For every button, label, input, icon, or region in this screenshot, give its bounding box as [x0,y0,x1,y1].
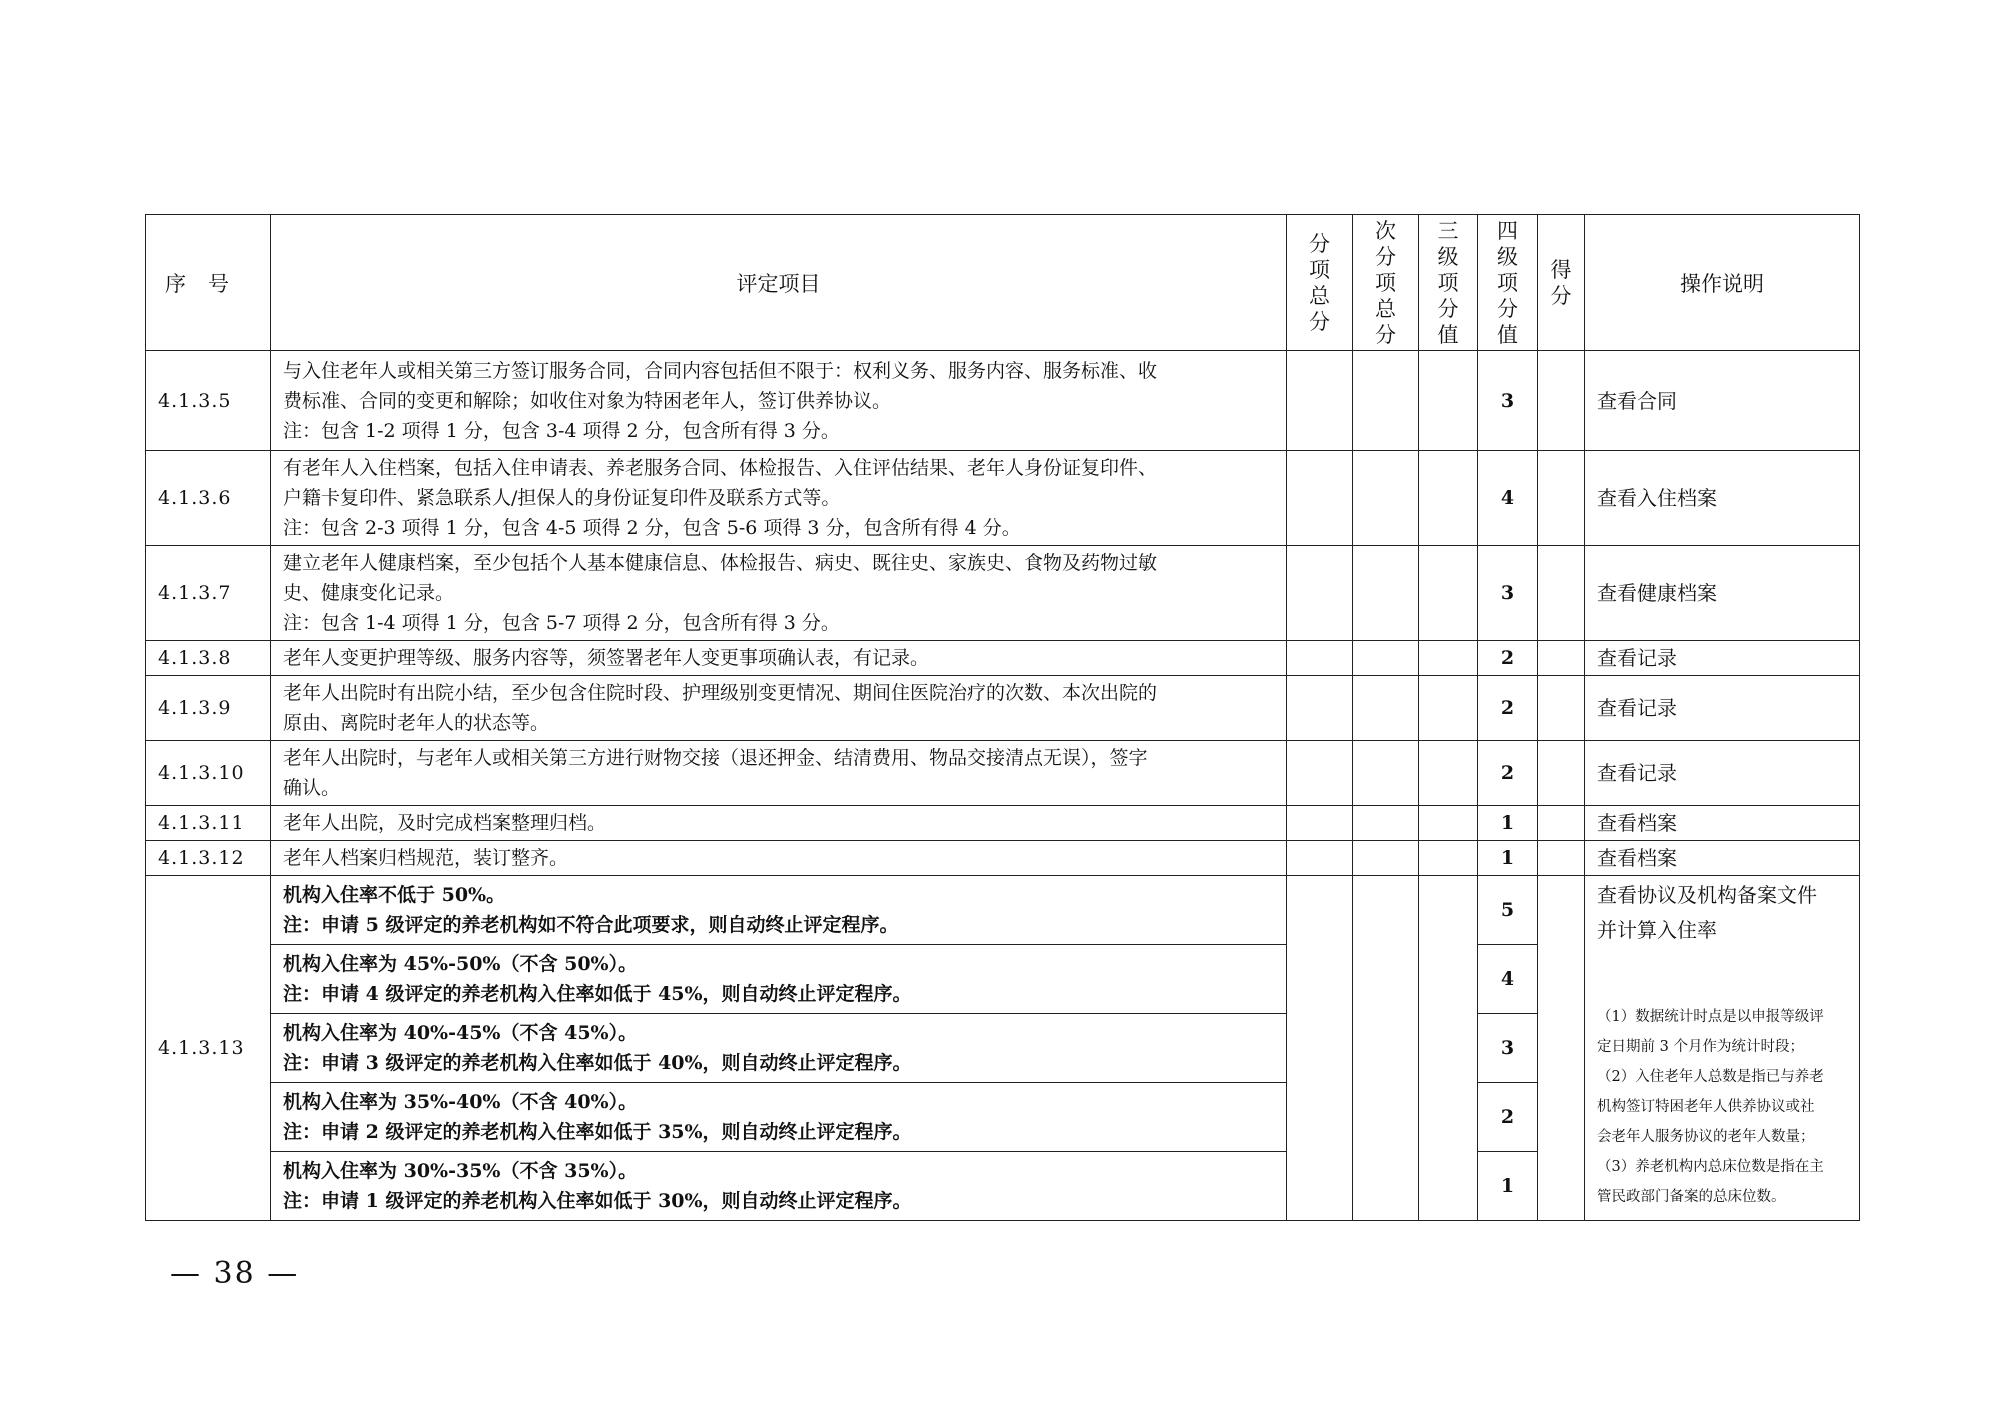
row-secondary-total [1353,351,1419,451]
header-secondary-total: 次分项总分 [1353,215,1419,351]
row-item [271,546,1287,641]
table-row [146,641,1860,676]
group-subrow-item [271,1014,1287,1083]
row-sub-total [1287,676,1353,741]
item-line: 注：包含 1-2 项得 1 分，包含 3-4 项得 2 分，包含所有得 3 分。 [283,419,840,442]
item-line: 机构入住率为 30%-35%（不含 35%）。 [283,1160,638,1182]
item-line: 史、健康变化记录。 [283,582,455,604]
group-subrow-item [271,876,1287,945]
row-seq: 4.1.3.11 [146,806,271,841]
item-line: 原由、离院时老年人的状态等。 [283,712,550,734]
row-sub-total [1287,641,1353,676]
row-seq: 4.1.3.10 [146,741,271,806]
row-level3 [1419,546,1478,641]
row-secondary-total [1353,741,1419,806]
table-row [146,806,1860,841]
group-level4-value: 3 [1478,1014,1538,1083]
row-seq: 4.1.3.7 [146,546,271,641]
group-level4-value: 4 [1478,945,1538,1014]
header-level3: 三级项分值 [1419,215,1478,351]
row-sub-total [1287,451,1353,546]
row-item [271,351,1287,451]
row-score [1538,641,1585,676]
group-level4-value: 2 [1478,1083,1538,1152]
group-operation [1585,876,1860,1221]
row-seq: 4.1.3.9 [146,676,271,741]
table-row [146,451,1860,546]
item-line: 机构入住率为 40%-45%（不含 45%）。 [283,1022,638,1044]
row-sub-total [1287,546,1353,641]
row-level4-value: 2 [1478,641,1538,676]
row-seq: 4.1.3.8 [146,641,271,676]
group-sub-total [1287,876,1353,1221]
item-line: 费标准、合同的变更和解除；如收住对象为特困老年人，签订供养协议。 [283,389,892,412]
row-seq: 4.1.3.5 [146,351,271,451]
group-level3 [1419,876,1478,1221]
row-operation: 查看记录 [1585,741,1860,806]
row-secondary-total [1353,806,1419,841]
row-item [271,806,1287,841]
item-line: 户籍卡复印件、紧急联系人/担保人的身份证复印件及联系方式等。 [283,487,841,509]
row-sub-total [1287,351,1353,451]
group-secondary-total [1353,876,1419,1221]
group-subrow-item [271,945,1287,1014]
row-operation: 查看合同 [1585,351,1860,451]
table-row [146,841,1860,876]
item-line: 确认。 [283,777,341,799]
table-row [146,546,1860,641]
table-row [146,351,1860,451]
row-sub-total [1287,741,1353,806]
header-operation: 操作说明 [1585,215,1860,351]
item-line: 注：申请 5 级评定的养老机构如不符合此项要求，则自动终止评定程序。 [283,914,899,936]
item-line: 注：包含 1-4 项得 1 分，包含 5-7 项得 2 分，包含所有得 3 分。 [283,612,840,634]
item-line: 建立老年人健康档案，至少包括个人基本健康信息、体检报告、病史、既往史、家族史、食物及药物过敏 [283,552,1158,574]
row-score [1538,451,1585,546]
item-line: 注：申请 4 级评定的养老机构入住率如低于 45%，则自动终止评定程序。 [283,983,912,1005]
row-level3 [1419,451,1478,546]
op-note-line: （2）入住老年人总数是指已与养老 [1597,1069,1824,1085]
group-seq: 4.1.3.13 [146,876,271,1221]
op-note-line: （3）养老机构内总床位数是指在主 [1597,1159,1824,1175]
page-number: — 38 — [170,1256,300,1291]
op-title-line: 查看协议及机构备案文件 [1597,883,1817,907]
item-line: 机构入住率为 45%-50%（不含 50%）。 [283,953,638,975]
header-score: 得分 [1538,215,1585,351]
group-subrow-item [271,1152,1287,1221]
row-level3 [1419,351,1478,451]
row-secondary-total [1353,546,1419,641]
row-operation: 查看档案 [1585,841,1860,876]
op-note-line: 会老年人服务协议的老年人数量； [1597,1129,1815,1145]
row-level4-value: 2 [1478,676,1538,741]
header-level4: 四级项分值 [1478,215,1538,351]
row-sub-total [1287,806,1353,841]
table-row [146,741,1860,806]
row-item [271,841,1287,876]
item-line: 注：申请 1 级评定的养老机构入住率如低于 30%，则自动终止评定程序。 [283,1190,912,1212]
row-item [271,741,1287,806]
item-line: 老年人出院时，与老年人或相关第三方进行财物交接（退还押金、结清费用、物品交接清点无误），签字 [283,747,1148,769]
row-secondary-total [1353,641,1419,676]
table-row [146,676,1860,741]
item-line: 注：包含 2-3 项得 1 分，包含 4-5 项得 2 分，包含 5-6 项得 3 分，包含所有得 4 分。 [283,517,1021,539]
op-note-line: 管民政部门备案的总床位数。 [1597,1189,1786,1205]
row-level3 [1419,641,1478,676]
row-sub-total [1287,841,1353,876]
row-operation: 查看档案 [1585,806,1860,841]
row-score [1538,741,1585,806]
row-secondary-total [1353,841,1419,876]
row-item [271,451,1287,546]
header-seq: 序号 [146,215,271,351]
item-line: 与入住老年人或相关第三方签订服务合同，合同内容包括但不限于：权利义务、服务内容、服务标准、收 [283,359,1158,382]
op-note-line: 定日期前 3 个月作为统计时段； [1597,1039,1804,1055]
row-level4-value: 3 [1478,351,1538,451]
row-item [271,676,1287,741]
item-line: 老年人出院时有出院小结，至少包含住院时段、护理级别变更情况、期间住医院治疗的次数、本次出院的 [283,682,1158,704]
row-seq: 4.1.3.12 [146,841,271,876]
row-score [1538,841,1585,876]
item-line: 老年人档案归档规范，装订整齐。 [283,847,569,869]
row-score [1538,806,1585,841]
row-level3 [1419,841,1478,876]
row-secondary-total [1353,451,1419,546]
row-level4-value: 2 [1478,741,1538,806]
row-level4-value: 3 [1478,546,1538,641]
row-operation: 查看记录 [1585,676,1860,741]
row-operation: 查看健康档案 [1585,546,1860,641]
row-operation: 查看入住档案 [1585,451,1860,546]
group-level4-value: 1 [1478,1152,1538,1221]
item-line: 有老年人入住档案，包括入住申请表、养老服务合同、体检报告、入住评估结果、老年人身份证复印件、 [283,457,1158,479]
row-level4-value: 1 [1478,841,1538,876]
row-level3 [1419,676,1478,741]
item-line: 机构入住率为 35%-40%（不含 40%）。 [283,1091,638,1113]
group-operation-title [1585,876,1859,946]
group-operation-notes [1585,1002,1859,1212]
op-title-line: 并计算入住率 [1597,918,1717,942]
row-seq: 4.1.3.6 [146,451,271,546]
item-line: 注：申请 3 级评定的养老机构入住率如低于 40%，则自动终止评定程序。 [283,1052,912,1074]
row-score [1538,351,1585,451]
table-row [146,876,1860,945]
row-level3 [1419,741,1478,806]
row-score [1538,676,1585,741]
header-row [146,215,1860,351]
item-line: 老年人出院，及时完成档案整理归档。 [283,812,607,834]
row-level3 [1419,806,1478,841]
row-score [1538,546,1585,641]
item-line: 机构入住率不低于 50%。 [283,884,506,906]
row-secondary-total [1353,676,1419,741]
item-line: 老年人变更护理等级、服务内容等，须签署老年人变更事项确认表，有记录。 [283,647,930,669]
group-score [1538,876,1585,1221]
row-level4-value: 4 [1478,451,1538,546]
row-level4-value: 1 [1478,806,1538,841]
op-note-line: （1）数据统计时点是以申报等级评 [1597,1009,1824,1025]
header-sub-total: 分项总分 [1287,215,1353,351]
table-body [146,351,1860,1221]
row-item [271,641,1287,676]
item-line: 注：申请 2 级评定的养老机构入住率如低于 35%，则自动终止评定程序。 [283,1121,912,1143]
row-operation: 查看记录 [1585,641,1860,676]
header-item: 评定项目 [271,215,1287,351]
group-level4-value: 5 [1478,876,1538,945]
group-subrow-item [271,1083,1287,1152]
evaluation-table [145,214,1860,1221]
op-note-line: 机构签订特困老年人供养协议或社 [1597,1099,1815,1115]
